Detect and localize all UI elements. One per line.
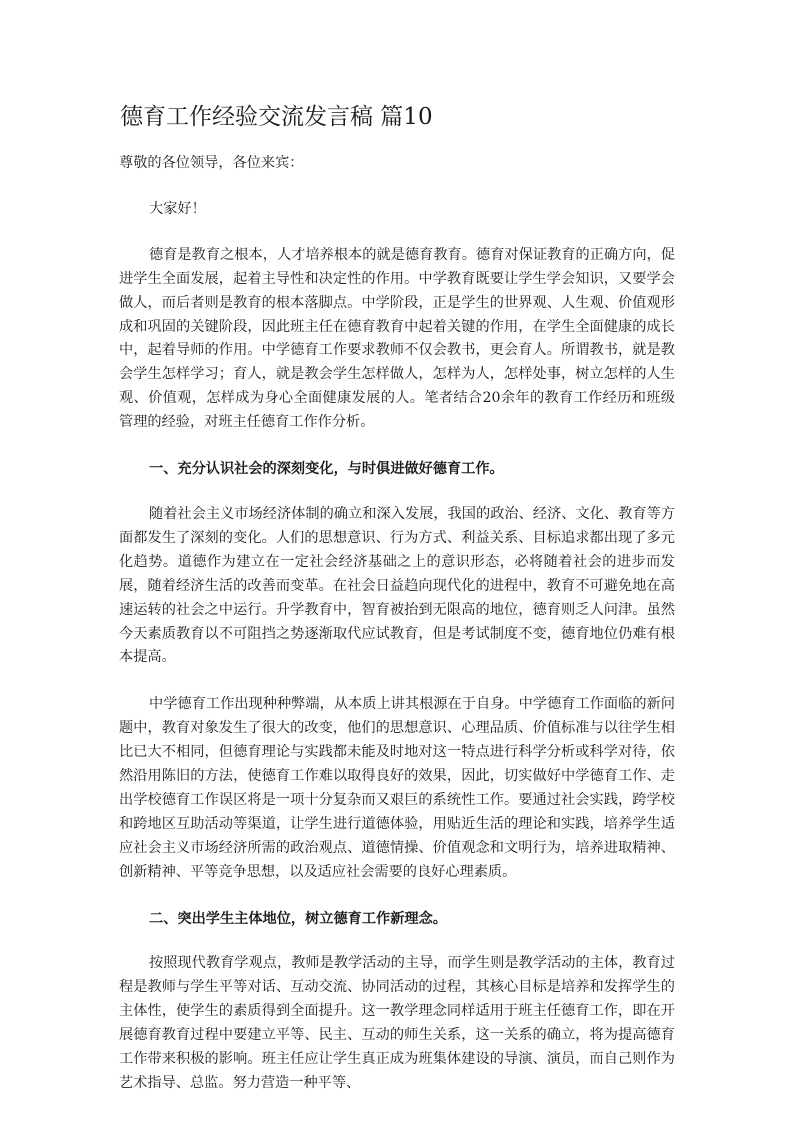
section-heading: 二、突出学生主体地位，树立德育工作新理念。: [149, 910, 447, 927]
document-title: 德育工作经验交流发言稿 篇10: [120, 104, 433, 130]
body-paragraph: 中学德育工作出现种种弊端，从本质上讲其根源在于自身。中学德育工作面临的新问题中，教育对象发生了很大的改变，他们的思想意识、心理品质、价值标准与以往学生相比已大不相同，但德育理论与实践都未能及时地对这一特点进行科学分析或科学对待，依然沿用陈旧的方法，使德育工作难以取得良好的效果，因此，切实做好中学德育工作、走出学校德育工作误区将是一项十分复杂而又艰巨的系统性工作。要通过社会实践，跨学校和跨地区互助活动等渠道，让学生进行道德体验，用贴近生活的理论和实践，培养学生适应社会主义市场经济所需的政治观点、道德情操、价值观念和文明行为，培养进取精神、创新精神、平等竞争思想，以及适应社会需要的良好心理素质。: [119, 696, 675, 880]
body-paragraph: 随着社会主义市场经济体制的确立和深入发展，我国的政治、经济、文化、教育等方面都发生了深刻的变化。人们的思想意识、行为方式、利益关系、目标追求都出现了多元化趋势。道德作为建立在一定社会经济基础之上的意识形态，必将随着社会的进步而发展，随着经济生活的改善而变革。在社会日益趋向现代化的进程中，教育不可避免地在高速运转的社会之中运行。升学教育中，智育被抬到无限高的地位，德育则乏人问津。虽然今天素质教育以不可阻挡之势逐渐取代应试教育，但是考试制度不变，德育地位仍难有根本提高。: [119, 505, 675, 666]
document-body: [119, 152, 675, 1119]
greeting-hello: 大家好！: [149, 200, 206, 217]
section-heading: 一、充分认识社会的深刻变化，与时俱进做好德育工作。: [149, 461, 504, 478]
salutation: 尊敬的各位领导，各位来宾：: [119, 155, 304, 171]
body-paragraph: 按照现代教育学观点，教师是教学活动的主导，而学生则是教学活动的主体，教育过程是教师与学生平等对话、互动交流、协同活动的过程，其核心目标是培养和发挥学生的主体性，使学生的素质得到全面提升。这一教学理念同样适用于班主任德育工作，即在开展德育教育过程中要建立平等、民主、互动的师生关系，这一关系的确立，将为提高德育工作带来积极的影响。班主任应让学生真正成为班集体建设的导演、演员，而自己则作为艺术指导、总监。努力营造一种平等、: [119, 955, 675, 1091]
body-paragraph: 德育是教育之根本，人才培养根本的就是德育教育。德育对保证教育的正确方向，促进学生全面发展，起着主导性和决定性的作用。中学教育既要让学生学会知识，又要学会做人，而后者则是教育的根本落脚点。中学阶段，正是学生的世界观、人生观、价值观形成和巩固的关键阶段，因此班主任在德育教育中起着关键的作用，在学生全面健康的成长中，起着导师的作用。中学德育工作要求教师不仅会教书，更会育人。所谓教书，就是教会学生怎样学习；育人，就是教会学生怎样做人，怎样为人，怎样处事，树立怎样的人生观、价值观，怎样成为身心全面健康发展的人。笔者结合20余年的教育工作经历和班级管理的经验，对班主任德育工作作分析。: [119, 246, 675, 431]
